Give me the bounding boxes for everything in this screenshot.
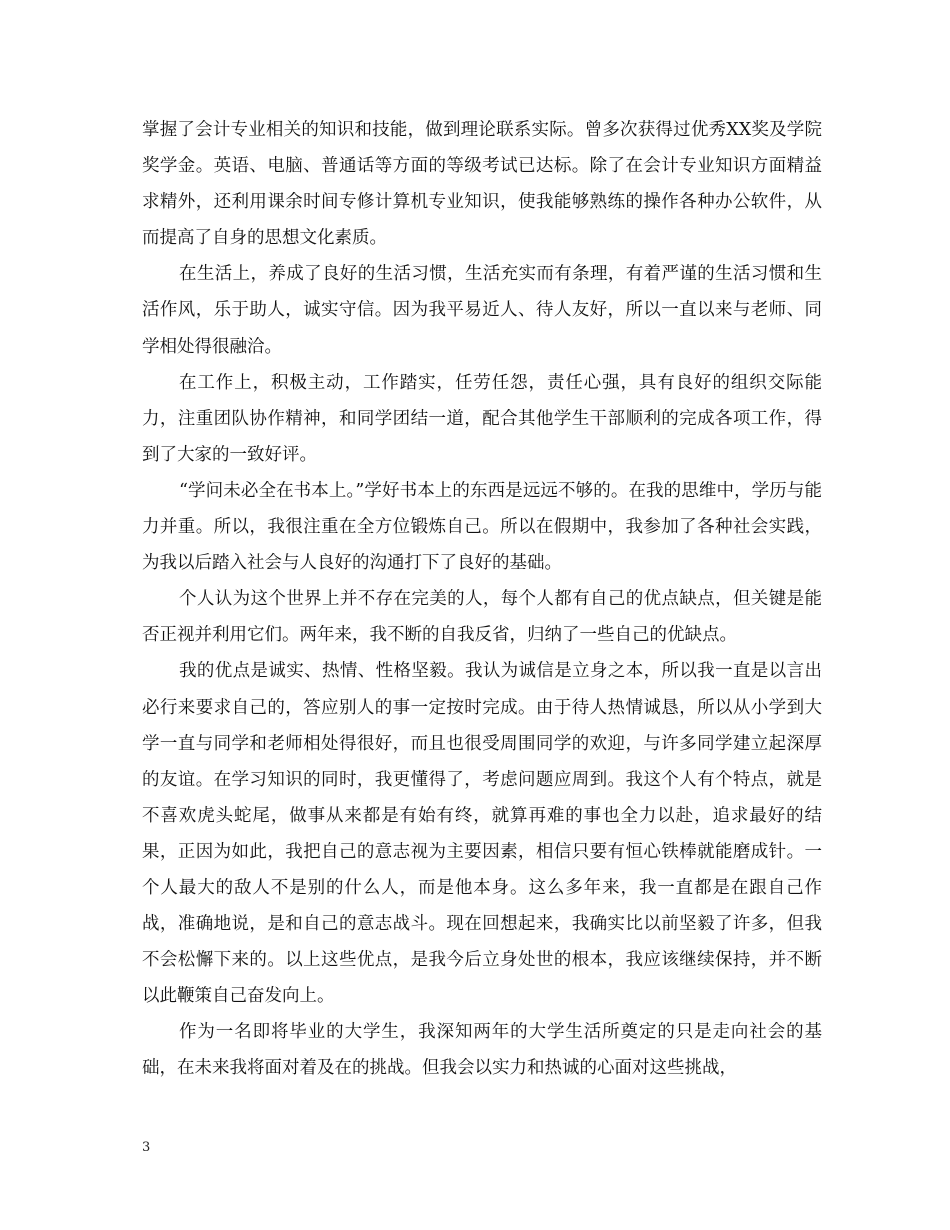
paragraph-study: 掌握了会计专业相关的知识和技能，做到理论联系实际。曾多次获得过优秀XX奖及学院奖学金。英语、电脑、普通话等方面的等级考试已达标。除了在会计专业知识方面精益求精外，还利用课余时间专修计算机专业知识，使我能够熟练的操作各种办公软件，从而提高了自身的思想文化素质。 [142, 120, 822, 249]
paragraph-self-reflection: 个人认为这个世界上并不存在完美的人，每个人都有自己的优点缺点，但关键是能否正视并利用它们。两年来，我不断的自我反省，归纳了一些自己的优缺点。 [142, 589, 822, 646]
paragraph-practice: “学问未必全在书本上。”学好书本上的东西是远远不够的。在我的思维中，学历与能力并重。所以，我很注重在全方位锻炼自己。所以在假期中，我参加了各种社会实践，为我以后踏入社会与人良好的沟通打下了良好的基础。 [142, 480, 822, 574]
paragraph-future: 作为一名即将毕业的大学生，我深知两年的大学生活所奠定的只是走向社会的基础，在未来我将面对着及在的挑战。但我会以实力和热诚的心面对这些挑战， [142, 1022, 822, 1079]
document-body [142, 112, 822, 1087]
paragraph-life: 在生活上，养成了良好的生活习惯，生活充实而有条理，有着严谨的生活习惯和生活作风，乐于助人，诚实守信。因为我平易近人、待人友好，所以一直以来与老师、同学相处得很融洽。 [142, 264, 822, 357]
paragraph-strengths: 我的优点是诚实、热情、性格坚毅。我认为诚信是立身之本，所以我一直是以言出必行来要求自己的，答应别人的事一定按时完成。由于待人热情诚恳，所以从小学到大学一直与同学和老师相处得很好，而且也很受周围同学的欢迎，与许多同学建立起深厚的友谊。在学习知识的同时，我更懂得了，考虑问题应周到。我这个人有个特点，就是不喜欢虎头蛇尾，做事从来都是有始有终，就算再难的事也全力以赴，追求最好的结果，正因为如此，我把自己的意志视为主要因素，相信只要有恒心铁棒就能磨成针。一个人最大的敌人不是别的什么人，而是他本身。这么多年来，我一直都是在跟自己作战，准确地说，是和自己的意志战斗。现在回想起来，我确实比以前坚毅了许多，但我不会松懈下来的。以上这些优点，是我今后立身处世的根本，我应该继续保持，并不断以此鞭策自己奋发向上。 [142, 661, 822, 1007]
page-number: 3 [142, 1140, 151, 1155]
paragraph-work: 在工作上，积极主动，工作踏实，任劳任怨，责任心强，具有良好的组织交际能力，注重团队协作精神，和同学团结一道，配合其他学生干部顺利的完成各项工作，得到了大家的一致好评。 [142, 372, 822, 465]
